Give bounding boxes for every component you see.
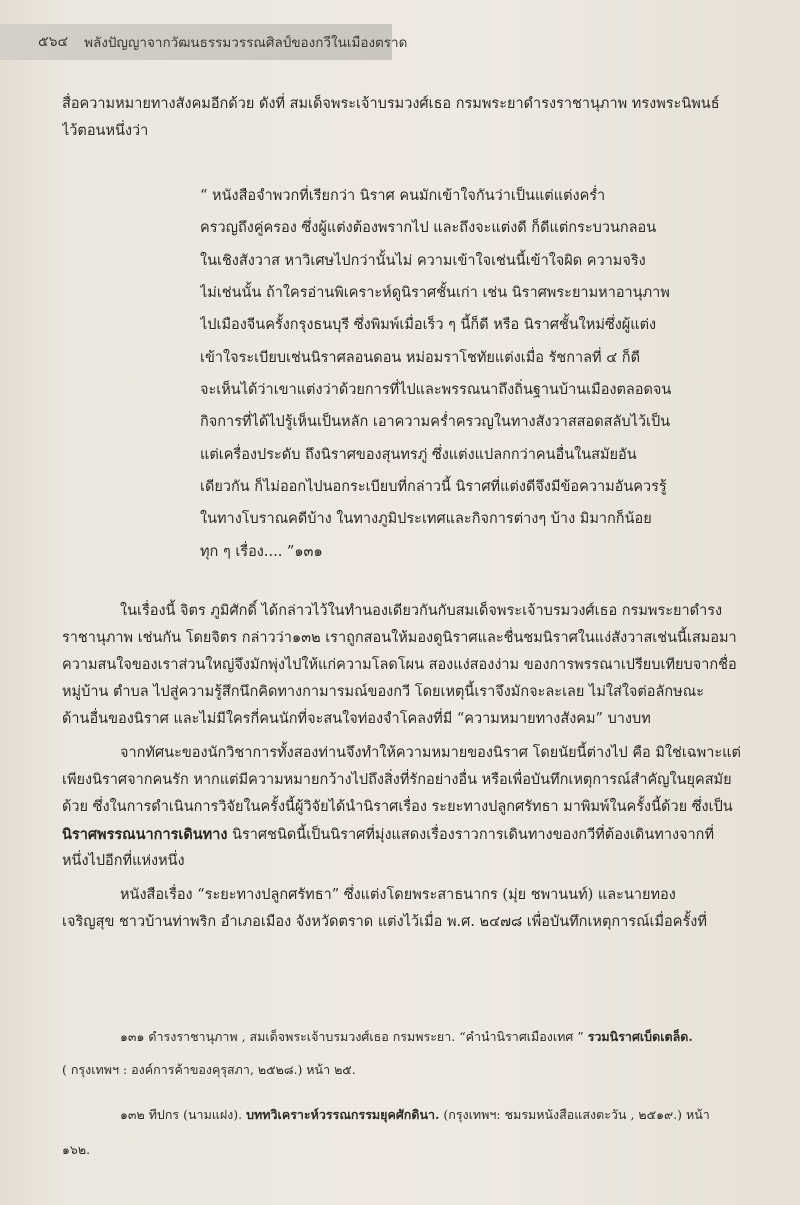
footnote-132-cont: ๑๖๒. <box>62 1142 91 1157</box>
quote-line: จะเห็นได้ว่าเขาแต่งว่าด้วยการที่ไปและพรรณนาถึงถิ่นฐานบ้านเมืองตลอดจน <box>200 382 672 398</box>
body-line: ในเรื่องนี้ จิตร ภูมิศักดิ์ ได้กล่าวไว้ในทำนองเดียวกันกับสมเด็จพระเจ้าบรมวงศ์เธอ กรมพระยาดำรง <box>120 603 723 619</box>
quote-line: ในทางโบราณคดีบ้าง ในทางภูมิประเทศและกิจการต่างๆ บ้าง มิมากก็น้อย <box>200 511 652 527</box>
quote-line: ในเชิงสังวาส หาวิเศษไปกว่านั้นไม่ ความเข้าใจเช่นนี้เข้าใจผิด ความจริง <box>200 253 646 269</box>
quote-line: “ หนังสือจำพวกที่เรียกว่า นิราศ คนมักเข้าใจกันว่าเป็นแต่แต่งคร่ำ <box>200 188 606 204</box>
running-header <box>0 24 408 60</box>
quote-line: แต่เครื่องประดับ ถึงนิราศของสุนทรภู่ ซึ่งแต่งแปลกกว่าคนอื่นในสมัยอัน <box>200 447 637 463</box>
body-line: เพียงนิราศจากคนรัก หากแต่มีความหมายกว้างไปถึงสิ่งที่รักอย่างอื่น หรือเพื่อบันทึกเหตุการณ์สำคัญในยุคสมัย <box>62 772 732 788</box>
quote-line: ทุก ๆ เรื่อง.... ”๑๓๑ <box>200 544 323 560</box>
body-line: สื่อความหมายทางสังคมอีกด้วย ดังที่ สมเด็จพระเจ้าบรมวงศ์เธอ กรมพระยาดำรงราชานุภาพ ทรงพระนิพนธ์ <box>62 96 720 112</box>
quote-line: ไปเมืองจีนครั้งกรุงธนบุรี ซึ่งพิมพ์เมื่อเร็ว ๆ นี้ก็ดี หรือ นิราศชั้นใหม่ซึ่งผู้แต่ง <box>200 317 657 333</box>
body-line: ราชานุภาพ เช่นกัน โดยจิตร กล่าวว่า๑๓๒ เราถูกสอนให้มองดูนิราศและชื่นชมนิราศในแง่สังวาสเช่นนี้เสมอมา <box>62 630 737 646</box>
footnote-132: ๑๓๒ ทีปกร (นามแฝง). บททวิเคราะห์วรรณกรรมยุคศักดินา. (กรุงเทพฯ: ชมรมหนังสือแสงตะวัน , ๒๕๑๙.) หน้า <box>120 1107 710 1122</box>
body-line: จากทัศนะของนักวิชาการทั้งสองท่านจึงทำให้ความหมายของนิราศ โดยนัยนี้ต่างไป คือ มิใช่เฉพาะแต่ <box>120 745 741 761</box>
body-line: หนังสือเรื่อง “ระยะทางปลูกศรัทธา” ซึ่งแต่งโดยพระสาธนากร (มุ่ย ชพานนท์) และนายทอง <box>120 887 676 903</box>
body-line <box>62 821 752 849</box>
bold-term: นิราศพรรณนาการเดินทาง <box>62 826 228 843</box>
body-text: นิราศชนิดนี้เป็นนิราศที่มุ่งแสดงเรื่องราวการเดินทางของกวีที่ต้องเดินทางจากที่ <box>227 827 715 843</box>
body-line: เจริญสุข ชาวบ้านท่าพริก อำเภอเมือง จังหวัดตราด แต่งไว้เมื่อ พ.ศ. ๒๔๗๘ เพื่อบันทึกเหตุการณ์เมื่อครั้งที่ <box>62 914 707 930</box>
running-title: พลังปัญญาจากวัฒนธรรมวรรณศิลป์ของกวีในเมืองตราด <box>84 35 408 51</box>
quote-line: กิจการที่ได้ไปรู้เห็นเป็นหลัก เอาความคร่ำครวญในทางสังวาสสอดสลับไว้เป็น <box>200 414 671 430</box>
page-number: ๕๖๔ <box>38 34 69 50</box>
footnote-131-cont: ( กรุงเทพฯ : องค์การค้าของคุรุสภา, ๒๕๒๘.) หน้า ๒๕. <box>62 1062 356 1077</box>
quote-line: ครวญถึงคู่ครอง ซึ่งผู้แต่งต้องพรากไป และถึงจะแต่งดี ก็ดีแต่กระบวนกลอน <box>200 220 657 236</box>
body-line: หนึ่งไปอีกที่แห่งหนึ่ง <box>62 853 185 869</box>
footnote-131: ๑๓๑ ดำรงราชานุภาพ , สมเด็จพระเจ้าบรมวงศ์เธอ กรมพระยา. “คำนำนิราศเมืองเทศ ” รวมนิราศเบ็ดเตล็ด. <box>120 1029 693 1044</box>
body-line: ความสนใจของเราส่วนใหญ่จึงมักพุ่งไปให้แก่ความโลดโผน สองแง่สองง่าม ของการพรรณาเปรียบเทียบจากชื่อ <box>62 657 737 673</box>
quote-line: เดียวกัน ก็ไม่ออกไปนอกระเบียบที่กล่าวนี้ นิราศที่แต่งดีจึงมีข้อความอันควรรู้ <box>200 479 667 495</box>
quote-line: ไม่เช่นนั้น ถ้าใครอ่านพิเคราะห์ดูนิราศชั้นเก่า เช่น นิราศพระยามหาอานุภาพ <box>200 285 670 301</box>
quote-line: เข้าใจระเบียบเช่นนิราศลอนดอน หม่อมราโชทัยแต่งเมื่อ รัชกาลที่ ๔ ก็ดี <box>200 350 640 366</box>
body-line: ด้านอื่นของนิราศ และไม่มีใครกี่คนนักที่จะสนใจท่องจำโคลงที่มี “ความหมายทางสังคม” บางบท <box>62 711 651 727</box>
body-line: หมู่บ้าน ตำบล ไปสู่ความรู้สึกนึกคิดทางกามารมณ์ของกวี โดยเหตุนี้เราจึงมักจะละเลย ไม่ใส่ใจต่อลักษณะ <box>62 684 704 700</box>
body-line: ไว้ตอนหนึ่งว่า <box>62 123 149 139</box>
body-line: ด้วย ซึ่งในการดำเนินการวิจัยในครั้งนี้ผู้วิจัยได้นำนิราศเรื่อง ระยะทางปลูกศรัทธา มาพิมพ์ในครั้งนี้ด้วย ซึ่งเป็น <box>62 799 733 815</box>
